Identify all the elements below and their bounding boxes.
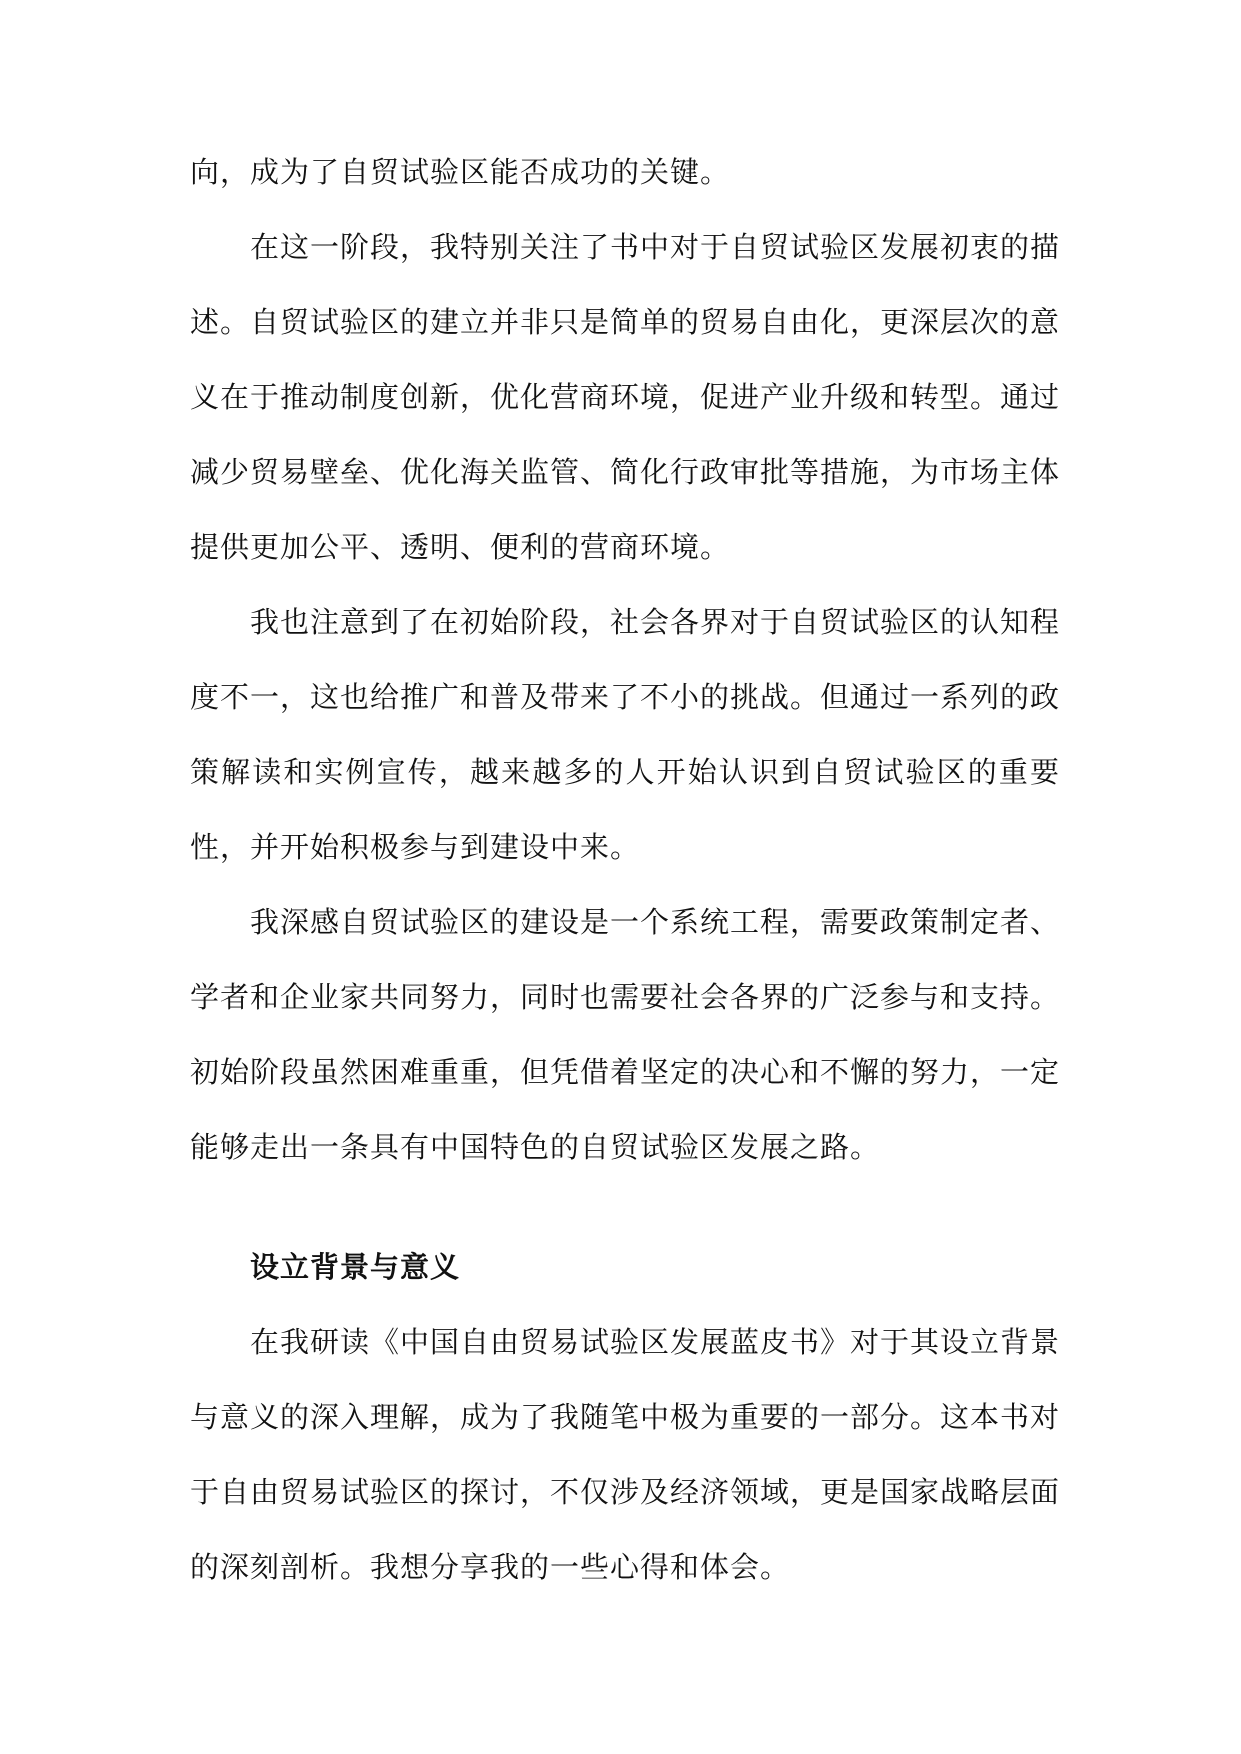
paragraph-continued: 向，成为了自贸试验区能否成功的关键。 bbox=[190, 155, 731, 189]
section-heading: 设立背景与意义 bbox=[250, 1250, 461, 1284]
paragraph-system-engineering: 我深感自贸试验区的建设是一个系统工程，需要政策制定者、学者和企业家共同努力，同时也需要社会各界的广泛参与和支持。初始阶段虽然困难重重，但凭借着坚定的决心和不懈的努力，一定能够走出一条具有中国特色的自贸试验区发展之路。 bbox=[190, 905, 1061, 1164]
paragraph-background-meaning: 在我研读《中国自由贸易试验区发展蓝皮书》对于其设立背景与意义的深入理解，成为了我随笔中极为重要的一部分。这本书对于自由贸易试验区的探讨，不仅涉及经济领域，更是国家战略层面的深刻剖析。我想分享我的一些心得和体会。 bbox=[190, 1325, 1061, 1584]
paragraph-public-awareness: 我也注意到了在初始阶段，社会各界对于自贸试验区的认知程度不一，这也给推广和普及带来了不小的挑战。但通过一系列的政策解读和实例宣传，越来越多的人开始认识到自贸试验区的重要性，并开始积极参与到建设中来。 bbox=[190, 605, 1061, 864]
paragraph-initial-focus: 在这一阶段，我特别关注了书中对于自贸试验区发展初衷的描述。自贸试验区的建立并非只是简单的贸易自由化，更深层次的意义在于推动制度创新，优化营商环境，促进产业升级和转型。通过减少贸易壁垒、优化海关监管、简化行政审批等措施，为市场主体提供更加公平、透明、便利的营商环境。 bbox=[190, 230, 1061, 564]
